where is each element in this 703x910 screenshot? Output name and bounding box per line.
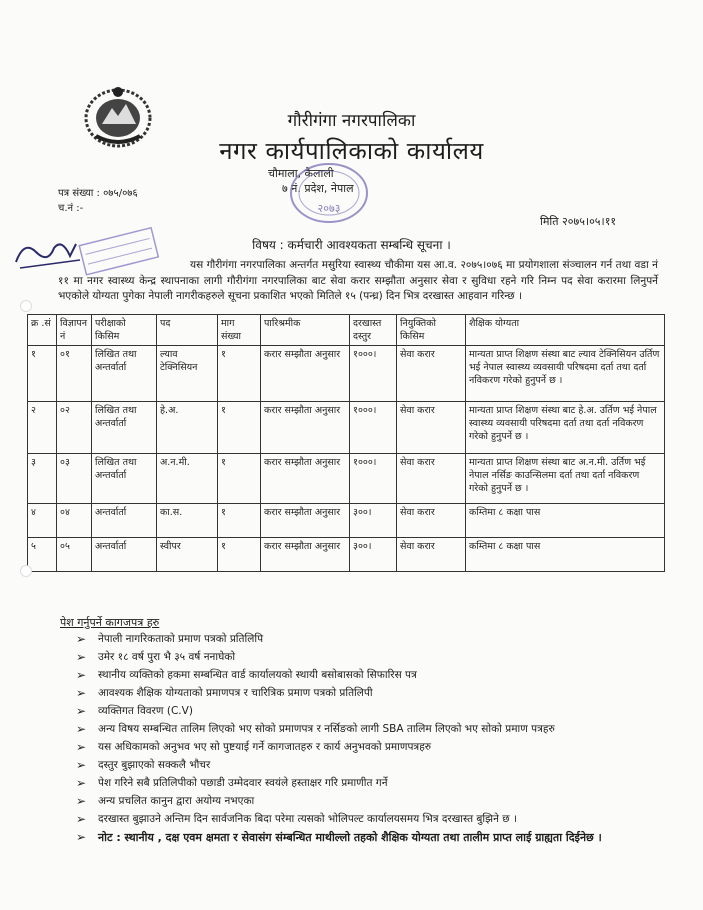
cell-exam-type: लिखित तथा अन्तर्वार्ता <box>92 402 157 454</box>
col-appointment-type: नियुक्तिको किसिम <box>397 315 466 346</box>
cell-appointment-type: सेवा करार <box>397 402 466 454</box>
cell-demand: १ <box>218 504 261 538</box>
cell-qualification: मान्यता प्राप्त शिक्षण संस्था बाट ल्याव टेक्निसियन उर्तिण भई नेपाल स्वास्थ्य व्यवसायी परिषदमा दर्ता तथा दर्ता नविकरण गरेको हुनुपर्ने छ । <box>466 346 665 402</box>
col-advert-no: विज्ञापन नं <box>57 315 92 346</box>
col-qualification: शैक्षिक योग्यता <box>466 315 665 346</box>
list-item <box>76 631 636 648</box>
punch-hole <box>20 300 32 312</box>
cell-qualification: मान्यता प्राप्त शिक्षण संस्था बाट अ.न.मी. उर्तिण भई नेपाल नर्सिङ काउन्सिलमा दर्ता तथा दर्ता नविकरण गरेको हुनुपर्ने छ । <box>466 454 665 504</box>
cell-appointment-type: सेवा करार <box>397 504 466 538</box>
cell-remuneration: करार सम्झौता अनुसार <box>261 346 350 402</box>
document-text: अन्य विषय सम्बन्धित तालिम लिएको भए सोको प्रमाणपत्र र नर्सिङको लागी SBA तालिम लिएको भए सोको प्रमाण पत्रहरु <box>98 723 555 735</box>
arrow-bullet-icon: ➢ <box>76 758 87 772</box>
col-remuneration: पारिश्रमीक <box>261 315 350 346</box>
note-item <box>76 829 636 846</box>
cell-remuneration: करार सम्झौता अनुसार <box>261 402 350 454</box>
notice-date: मिति २०७५।०५।११ <box>540 215 617 228</box>
cell-qualification: कम्तिमा ८ कक्षा पास <box>466 538 665 572</box>
arrow-bullet-icon: ➢ <box>76 704 87 718</box>
document-text: दरखास्त बुझाउने अन्तिम दिन सार्वजनिक बिदा परेमा त्यसको भोलिपल्ट कार्यालयसमय भित्र दरखास्त बुझिने छ । <box>98 813 517 825</box>
cell-remuneration: करार सम्झौता अनुसार <box>261 504 350 538</box>
arrow-bullet-icon: ➢ <box>76 686 87 700</box>
cell-appointment-type: सेवा करार <box>397 346 466 402</box>
intro-text: यस गौरीगंगा नगरपालिका अन्तर्गत मसुरिया स्वास्थ्य चौकीमा यस आ.व. २०७५।०७६ मा प्रयोगशाला संञ्चालन गर्न तथा वडा नं ११ मा नगर स्वास्थ्य केन्द्र स्थापनाका लागी गौरीगंगा नगरपालिका बाट सेवा करार सम्झौता अनुसार सेवा र सुविधा रहने गरि निम्न पद सेवा करारमा लिनुपर्ने भएकोले योग्यता पुगेका नेपाली नागरीकहरुले सूचना प्रकाशित भएको मितिले १५ (पन्ध्र) दिन भित्र दरखास्त आहवान गरिन्छ । <box>58 259 658 302</box>
table-row <box>28 346 665 402</box>
table-row <box>28 538 665 572</box>
cell-exam-type: अन्तर्वार्ता <box>92 538 157 572</box>
letter-number: पत्र संख्या : ०७५/०७६ <box>58 188 138 199</box>
cell-demand: १ <box>218 454 261 504</box>
list-item <box>76 739 636 756</box>
list-item <box>76 757 636 774</box>
cell-serial: ३ <box>28 454 57 504</box>
document-text: पेश गरिने सबै प्रतिलिपीको पछाडी उम्मेदवार स्वयंले हस्ताक्षर गरि प्रमाणीत गर्ने <box>98 777 388 789</box>
list-item <box>76 667 636 684</box>
vacancy-table <box>27 314 665 572</box>
table-row <box>28 402 665 454</box>
list-item <box>76 721 636 738</box>
list-item <box>76 775 636 792</box>
office-name: नगर कार्यपालिकाको कार्यालय <box>219 137 484 165</box>
cell-qualification: मान्यता प्राप्त शिक्षण संस्था बाट हे.अ. उर्तिण भई नेपाल स्वास्थ्य व्यवसायी परिषदमा दर्ता तथा दर्ता नविकरण गरेको हुनुपर्ने छ । <box>466 402 665 454</box>
cell-post: स्वीपर <box>157 538 218 572</box>
arrow-bullet-icon: ➢ <box>76 830 87 844</box>
dispatch-number: च.नं :- <box>58 203 84 214</box>
svg-text:२०७३: २०७३ <box>317 202 341 215</box>
cell-serial: २ <box>28 402 57 454</box>
notice-subject: विषय : कर्मचारी आवश्यकता सम्बन्धि सूचना । <box>252 238 451 252</box>
cell-advert-no: ०५ <box>57 538 92 572</box>
note-text: नोट : स्थानीय , दक्ष एवम क्षमता र सेवासंग संम्बन्धित माथील्लो तहको शैक्षिक योग्यता तथा तालीम प्राप्त लाई ग्राह्यता दिईनेछ । <box>98 831 602 844</box>
intro-paragraph <box>58 258 658 305</box>
arrow-bullet-icon: ➢ <box>76 650 87 664</box>
cell-fee: १०००। <box>350 454 397 504</box>
table-row <box>28 504 665 538</box>
cell-fee: १०००। <box>350 402 397 454</box>
cell-advert-no: ०४ <box>57 504 92 538</box>
cell-serial: १ <box>28 346 57 402</box>
cell-fee: ३००। <box>350 504 397 538</box>
cell-fee: १०००। <box>350 346 397 402</box>
documents-heading: पेश गर्नुपर्ने कागजपत्र हरु <box>60 616 160 629</box>
document-text: नेपाली नागरिकताको प्रमाण पत्रको प्रतिलिपि <box>98 633 264 645</box>
municipality-name: गौरीगंगा नगरपालिका <box>287 111 416 131</box>
document-text: अन्य प्रचलित कानुन द्वारा अयोग्य नभएका <box>98 795 255 807</box>
cell-demand: १ <box>218 538 261 572</box>
list-item <box>76 811 636 828</box>
punch-hole <box>20 565 32 577</box>
list-item <box>76 793 636 810</box>
arrow-bullet-icon: ➢ <box>76 794 87 808</box>
province-line: ७ नं. प्रदेश, नेपाल <box>282 182 354 195</box>
table-header-row <box>28 315 665 346</box>
col-serial: क्र .सं <box>28 315 57 346</box>
cell-appointment-type: सेवा करार <box>397 454 466 504</box>
col-exam-type: परीक्षाको किसिम <box>92 315 157 346</box>
table-row <box>28 454 665 504</box>
arrow-bullet-icon: ➢ <box>76 776 87 790</box>
document-text: व्यक्तिगत विवरण (C.V) <box>98 705 193 717</box>
cell-qualification: कम्तिमा ८ कक्षा पास <box>466 504 665 538</box>
cell-advert-no: ०३ <box>57 454 92 504</box>
cell-remuneration: करार सम्झौता अनुसार <box>261 538 350 572</box>
cell-post: हे.अ. <box>157 402 218 454</box>
col-demand: माग संख्या <box>218 315 261 346</box>
cell-advert-no: ०२ <box>57 402 92 454</box>
cell-post: अ.न.मी. <box>157 454 218 504</box>
cell-post: का.स. <box>157 504 218 538</box>
document-text: दस्तुर बुझाएको सक्कलै भौचर <box>98 759 211 771</box>
col-post: पद <box>157 315 218 346</box>
list-item <box>76 685 636 702</box>
cell-advert-no: ०१ <box>57 346 92 402</box>
cell-fee: ३००। <box>350 538 397 572</box>
document-text: यस अधिकामको अनुभव भए सो पुष्टयाई गर्ने कागजातहरु र कार्य अनुभवको प्रमाणपत्रहरु <box>98 741 432 753</box>
office-address: चौमाला, कैलाली <box>268 167 334 180</box>
cell-remuneration: करार सम्झौता अनुसार <box>261 454 350 504</box>
document-text: आवश्यक शैक्षिक योग्यताको प्रमाणपत्र र चारित्रिक प्रमाण पत्रको प्रतिलिपी <box>98 687 373 699</box>
document-text: स्थानीय व्यक्तिको हकमा सम्बन्धित वार्ड कार्यालयको स्थायी बसोबासको सिफारिस पत्र <box>98 669 417 681</box>
document-text: उमेर १८ वर्ष पुरा भै ३५ वर्ष ननाघेको <box>98 651 236 663</box>
cell-demand: १ <box>218 346 261 402</box>
cell-serial: ४ <box>28 504 57 538</box>
cell-appointment-type: सेवा करार <box>397 538 466 572</box>
arrow-bullet-icon: ➢ <box>76 668 87 682</box>
cell-post: ल्याव टेक्निसियन <box>157 346 218 402</box>
arrow-bullet-icon: ➢ <box>76 812 87 826</box>
cell-exam-type: लिखित तथा अन्तर्वार्ता <box>92 346 157 402</box>
col-fee: दरखास्त दस्तुर <box>350 315 397 346</box>
reference-block <box>58 186 138 216</box>
list-item <box>76 703 636 720</box>
cell-exam-type: लिखित तथा अन्तर्वार्ता <box>92 454 157 504</box>
office-stamp <box>286 160 372 226</box>
cell-demand: १ <box>218 402 261 454</box>
documents-list <box>76 631 636 847</box>
list-item <box>76 649 636 666</box>
arrow-bullet-icon: ➢ <box>76 722 87 736</box>
cell-serial: ५ <box>28 538 57 572</box>
cell-exam-type: अन्तर्वार्ता <box>92 504 157 538</box>
arrow-bullet-icon: ➢ <box>76 740 87 754</box>
arrow-bullet-icon: ➢ <box>76 632 87 646</box>
